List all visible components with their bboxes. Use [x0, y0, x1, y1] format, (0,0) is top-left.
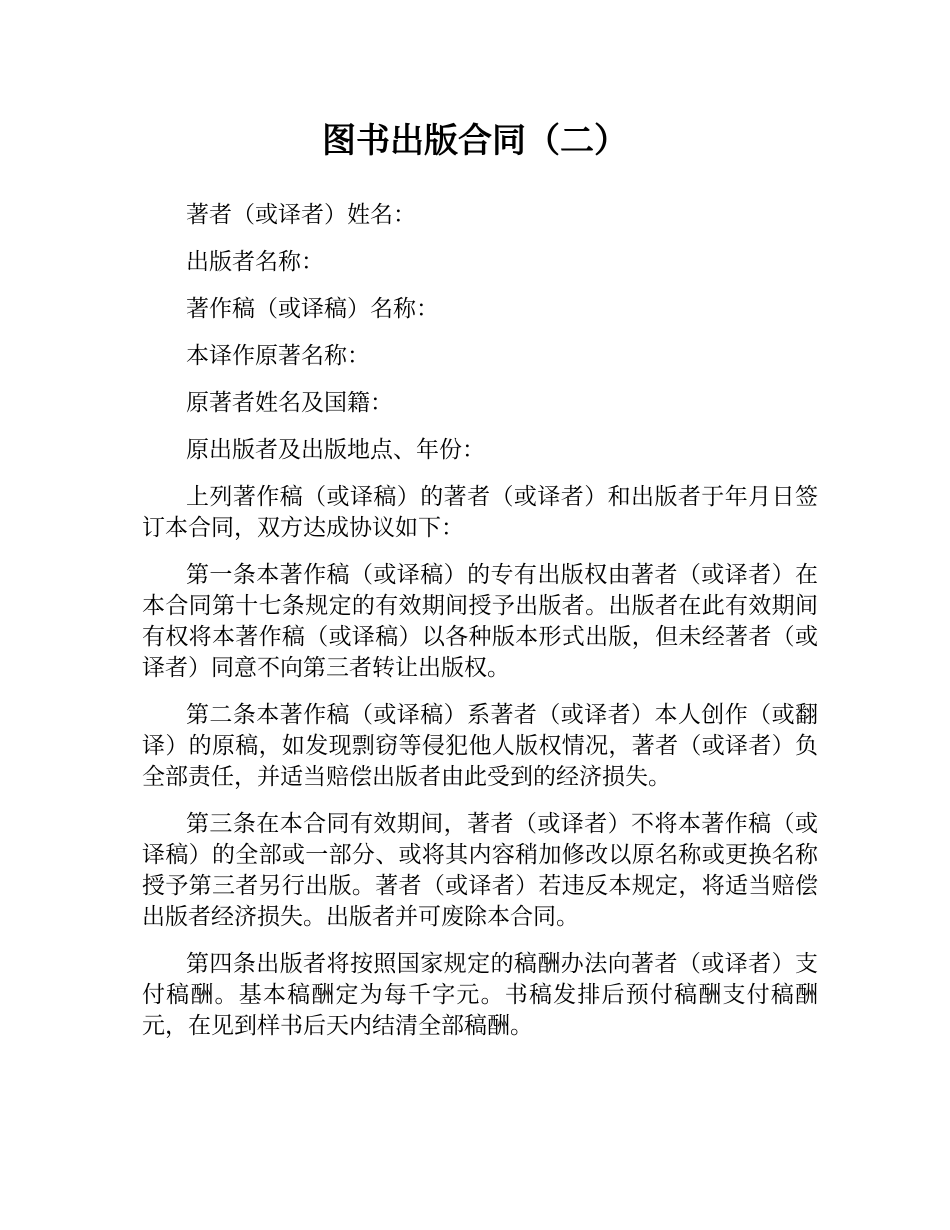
paragraph-preamble: 上列著作稿（或译稿）的著者（或译者）和出版者于年月日签订本合同，双方达成协议如下： [142, 484, 818, 541]
paragraph-article-1: 第一条本著作稿（或译稿）的专有出版权由著者（或译者）在本合同第十七条规定的有效期间授予出版者。出版者在此有效期间有权将本著作稿（或译稿）以各种版本形式出版，但未经著者（或译者）同意不向第三者转让出版权。 [142, 562, 818, 681]
field-author-name: 著者（或译者）姓名： [186, 202, 416, 228]
document-title: 图书出版合同（二） [322, 121, 628, 161]
paragraph-article-4: 第四条出版者将按照国家规定的稿酬办法向著者（或译者）支付稿酬。基本稿酬定为每千字元。书稿发排后预付稿酬支付稿酬元，在见到样书后天内结清全部稿酬。 [142, 951, 818, 1039]
document-body [142, 200, 818, 1058]
field-publisher-name: 出版者名称： [186, 249, 324, 275]
paragraph-article-2: 第二条本著作稿（或译稿）系著者（或译者）本人创作（或翻译）的原稿，如发现剽窃等侵犯他人版权情况，著者（或译者）负全部责任，并适当赔偿出版者由此受到的经济损失。 [142, 702, 818, 790]
field-manuscript-name: 著作稿（或译稿）名称： [186, 296, 439, 322]
field-original-author: 原著者姓名及国籍： [186, 390, 393, 416]
paragraph-article-3: 第三条在本合同有效期间，著者（或译者）不将本著作稿（或译稿）的全部或一部分、或将其内容稍加修改以原名称或更换名称授予第三者另行出版。著者（或译者）若违反本规定，将适当赔偿出版者经济损失。出版者并可废除本合同。 [142, 811, 818, 930]
field-original-publisher: 原出版者及出版地点、年份： [186, 437, 485, 463]
field-original-title: 本译作原著名称： [186, 343, 370, 369]
